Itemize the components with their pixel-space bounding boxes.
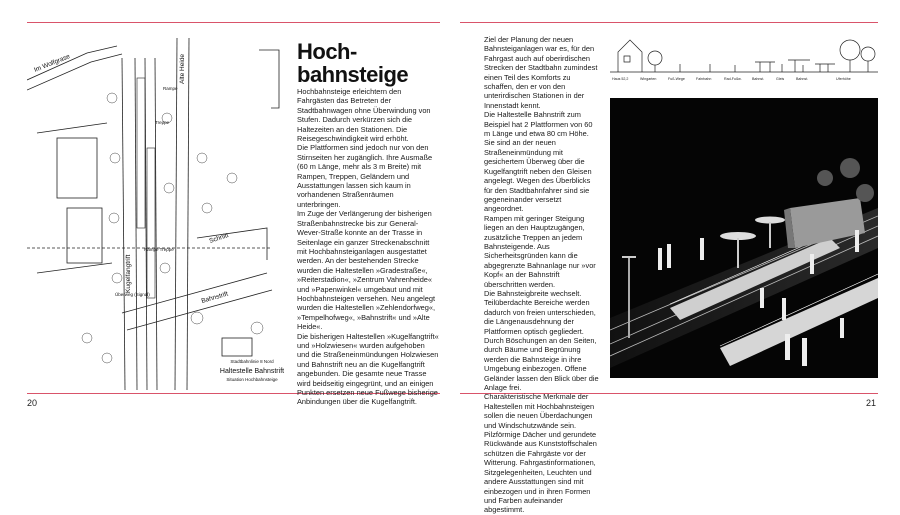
plan-label-kugelfangtrift: Kugelfangtrift <box>125 254 132 293</box>
section-label-uferhoehe: Uferhöhe <box>836 77 851 81</box>
plan-label-treppe: Treppe <box>155 120 170 125</box>
left-paragraph-1: Hochbahnsteige erleichtern den Fahrgästen das Betreten der Stadtbahnwagen ohne Überwindung von Stufen. Dadurch verkürzen sich die Haltezeiten an den Stationen. Die Reisegeschwindigkeit wird erhöht. <box>297 87 431 144</box>
top-rule-left <box>27 22 440 23</box>
top-rule-right <box>460 22 878 23</box>
section-label-fussweg: Fuß-Wege <box>668 77 685 81</box>
left-paragraph-4: Die bisherigen Haltestellen »Kugelfangtrift« und »Holzwiesen« wurden aufgehoben und die Straßeneinmündungen Holzwiesen und Bahnstrift neu an die Kugelfangtrift angebunden. Die gesamte neue Trasse wird beidseitig eingegrünt, und an einigen Punkten ersetzen neue Fußwege bisherige Anbindungen über die Kugelfangtrift. <box>297 331 439 407</box>
right-text-column <box>484 35 600 515</box>
cross-section-drawing <box>610 34 880 94</box>
plan-caption-line2: Haltestelle Bahnstrift <box>219 368 285 375</box>
plan-label-schnitt: Schnitt <box>208 232 230 245</box>
right-paragraph-4: Die Bahnsteigbreite wechselt. Teilüberdachte Bereiche werden dadurch von freien unterschieden, die Längenausdehnung der Plattformen optisch gegliedert. Durch Böschungen an den Seiten, durch Bäume und Begrünung werden die Bahnsteige in ihre Umgebung einbezogen. Offene Geländer lassen den Blick über die Anlage frei. <box>484 288 599 393</box>
site-plan <box>27 38 287 390</box>
section-label-radfweg: Rad-Fußw. <box>724 77 742 81</box>
right-paragraph-2: Die Haltestelle Bahnstrift zum Beispiel hat 2 Plattformen von 60 m Länge und etwa 80 cm Höhe. Sie sind an der neuen Straßeneinmündung mit gesichertem Überweg über die Kugelfangtrift neben den Gleisen angelegt. Wegen des Überblicks für den Stadtbahnfahrer sind sie gegeneinander versetzt angeordnet. <box>484 110 593 214</box>
left-paragraph-2: Die Plattformen sind jedoch nur von den Stirnseiten her zugänglich. Ihre Ausmaße (60 m Länge, mehr als 3 m Breite) mit Rampen, Treppen, Geländern und Ausstattungen lassen sich kaum in vorhandenen Straßenräumen unterbringen. <box>297 143 433 209</box>
plan-label-rampe-treppe: Rampe Treppe <box>144 247 174 252</box>
right-paragraph-1: Ziel der Planung der neuen Bahnsteiganlagen war es, für den Fahrgast auch auf oberirdischen Strecken der Stadtbahn zumindest einen Teil des Komforts zu schaffen, den er von den unterirdischen Stationen in der Innenstadt kennt. <box>484 35 598 110</box>
section-label-fahrbahn: Fahrbahn <box>696 77 712 81</box>
model-photo <box>610 98 878 378</box>
plan-label-im-wolfgrase: Im Wolfgrase <box>33 53 72 74</box>
plan-caption-line3: Situation Hochbahnsteige <box>226 377 278 382</box>
page-title <box>297 40 477 86</box>
plan-label-alte-heide: Alte Heide <box>179 54 186 84</box>
left-text-column <box>297 87 439 407</box>
left-paragraph-3: Im Zuge der Verlängerung der bisherigen Straßenbahnstrecke bis zur General-Wever-Straße konnte an der Trasse in Seitenlage ein ganzer Streckenabschnitt mit Hochbahnsteiganlagen ausgestattet werden. An der bestehenden Strecke wurden die Haltestellen »Gradestraße«, »Reiterstadion«, »Zentrum Vahrenheide« und »Papenwinkel« umgebaut und mit Hochbahnsteigen versehen. Neu angelegt wurden die Haltestellen »Zehlendorfweg«, »Tempelhofweg«, »Bahnstrift« und »Alte Heide«. <box>297 209 436 332</box>
section-label-bahnst-2: Bahnst. <box>796 77 809 81</box>
page-number-right: 21 <box>866 398 877 408</box>
section-label-wingerten: Wingarten <box>640 77 657 81</box>
plan-caption-line1: Stadtbahnlinie 8 Nord <box>230 359 274 364</box>
plan-label-uberweg: Überweg (Signal) <box>115 292 150 297</box>
plan-label-bahnstrift: Bahnstrift <box>200 290 229 305</box>
section-label-bahnst: Bahnst. <box>752 77 765 81</box>
title-line-2: bahnsteige <box>297 62 409 87</box>
right-paragraph-3: Rampen mit geringer Steigung liegen an den Hauptzugängen, zusätzliche Treppen an jedem Bahnsteigende. Aus Sicherheitsgründen kann die abgegrenzte Bahnanlage nur »vor Kopf« an der Bahnstrift überschritten werden. <box>484 213 596 289</box>
title-line-1: Hoch- <box>297 39 357 64</box>
page-number-left: 20 <box>27 398 38 408</box>
plan-label-rampe: Rampe <box>163 86 178 91</box>
right-paragraph-5: Charakteristische Merkmale der Haltestellen mit Hochbahnsteigen sollen die neuen Überdachungen und Windschutzwände sein. Pilzförmige Dächer und gerundete Rückwände aus Kunststoffschalen schützen die Fahrgäste vor der Witterung. Fahrgastinformationen, Sitzgelegenheiten, Leuchten und andere Ausstattungen sind mit einbezogen und in ihren Formen und Farben aufeinander abgestimmt. <box>484 392 597 515</box>
section-label-gleis: Gleis <box>776 77 785 81</box>
section-label-left: Haus 52,2 <box>612 77 629 81</box>
